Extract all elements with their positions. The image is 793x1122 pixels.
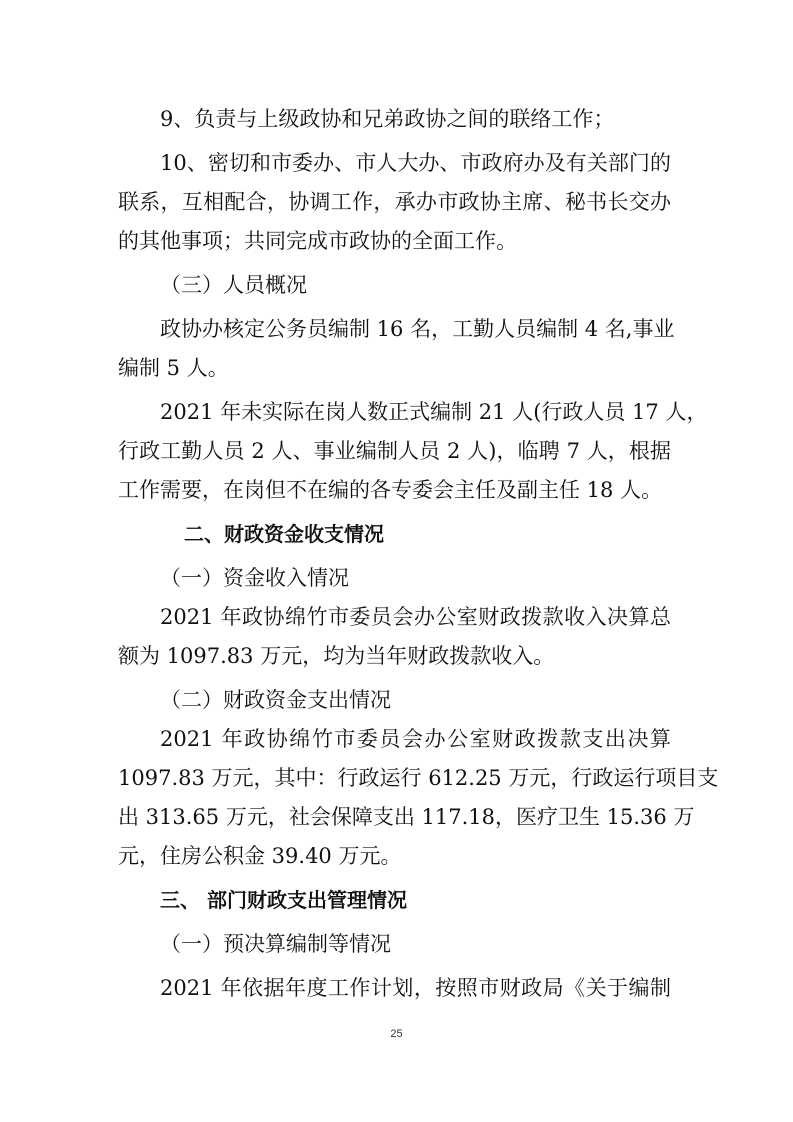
staff-actual-line-1: 2021 年未实际在岗人数正式编制 21 人(行政人员 17 人， — [160, 400, 708, 424]
income-line-1: 2021 年政协绵竹市委员会办公室财政拨款收入决算总 — [160, 605, 671, 629]
page-number: 25 — [390, 1028, 403, 1040]
income-subheading: （一）资金收入情况 — [160, 566, 349, 590]
section-3-heading: 三、 部门财政支出管理情况 — [160, 888, 407, 912]
expense-line-3: 出 313.65 万元，社会保障支出 117.18，医疗卫生 15.36 万 — [118, 805, 695, 829]
section-staff-overview-heading: （三）人员概况 — [160, 273, 307, 297]
duty-item-10-line-2: 联系，互相配合，协调工作，承办市政协主席、秘书长交办 — [118, 190, 671, 214]
expense-subheading: （二）财政资金支出情况 — [160, 688, 391, 712]
duty-item-10-line-3: 的其他事项；共同完成市政协的全面工作。 — [118, 229, 517, 253]
duty-item-10-line-1: 10、密切和市委办、市人大办、市政府办及有关部门的 — [160, 151, 671, 175]
staff-quota-line-1: 政协办核定公务员编制 16 名，工勤人员编制 4 名,事业 — [160, 317, 675, 341]
staff-quota-line-2: 编制 5 人。 — [118, 356, 229, 380]
expense-line-2: 1097.83 万元，其中：行政运行 612.25 万元，行政运行项目支 — [118, 766, 719, 790]
expense-line-1: 2021 年政协绵竹市委员会办公室财政拨款支出决算 — [160, 727, 671, 751]
budget-line-1: 2021 年依据年度工作计划，按照市财政局《关于编制 — [160, 976, 671, 1000]
section-2-heading: 二、财政资金收支情况 — [184, 522, 384, 546]
expense-line-4: 元，住房公积金 39.40 万元。 — [118, 844, 402, 868]
income-line-2: 额为 1097.83 万元，均为当年财政拨款收入。 — [118, 644, 555, 668]
budget-subheading: （一）预决算编制等情况 — [160, 932, 391, 956]
duty-item-9: 9、负责与上级政协和兄弟政协之间的联络工作； — [160, 107, 615, 131]
staff-actual-line-3: 工作需要，在岗但不在编的各专委会主任及副主任 18 人。 — [118, 478, 663, 502]
staff-actual-line-2: 行政工勤人员 2 人、事业编制人员 2 人)，临聘 7 人，根据 — [118, 439, 671, 463]
